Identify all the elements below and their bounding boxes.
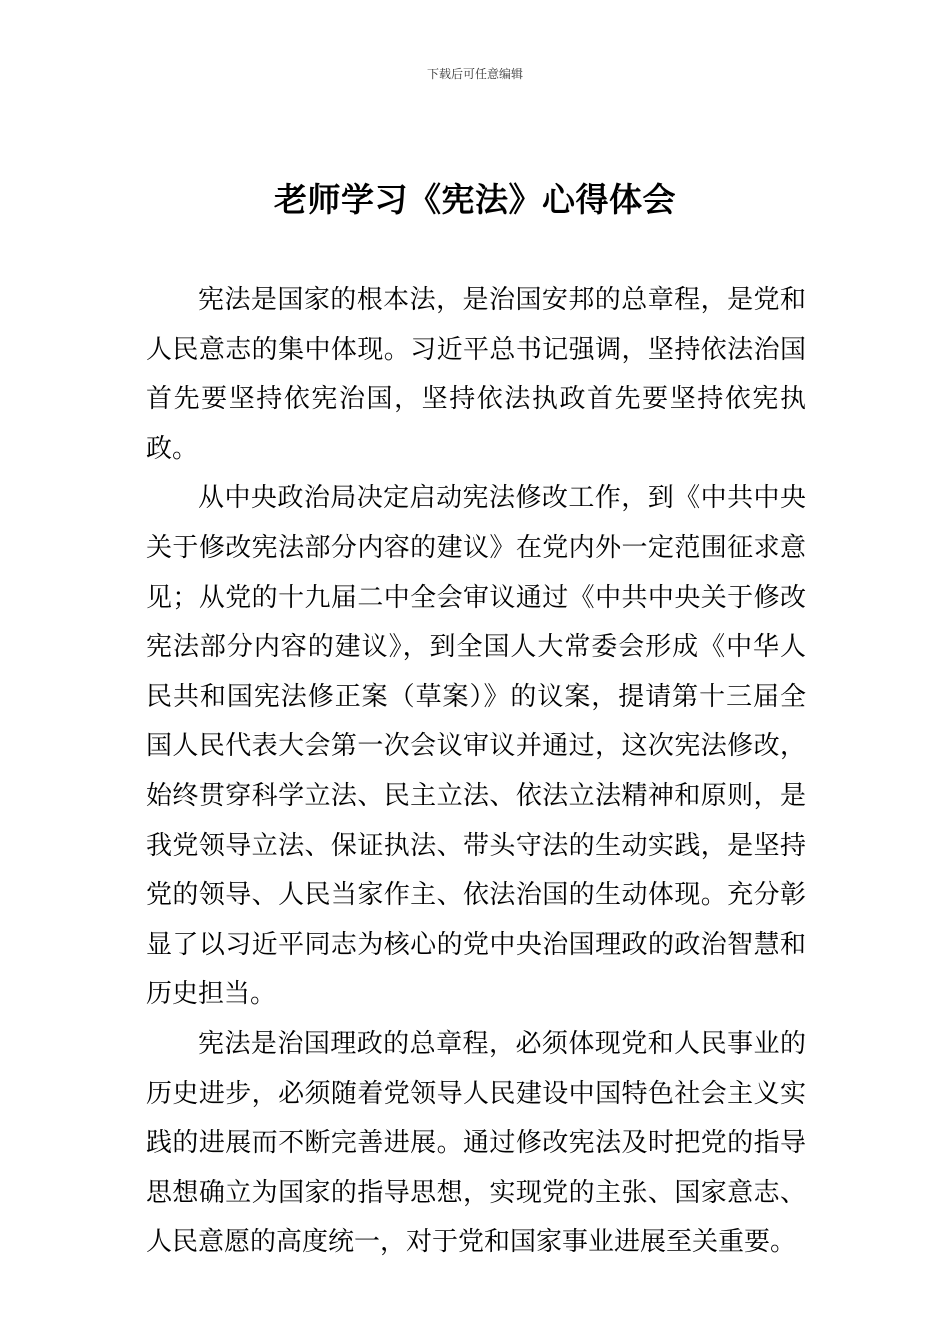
paragraph-3: 宪法是治国理政的总章程，必须体现党和人民事业的历史进步，必须随着党领导人民建设中国特色社会主义实践的进展而不断完善进展。通过修改宪法及时把党的指导思想确立为国家的指导思想，实现党的主张、国家意志、人民意愿的高度统一，对于党和国家事业进展至关重要。 <box>146 1028 806 1258</box>
document-body <box>146 276 806 1268</box>
document-title: 老师学习《宪法》心得体会 <box>274 180 676 219</box>
header-note: 下载后可任意编辑 <box>426 67 523 81</box>
paragraph-1: 宪法是国家的根本法，是治国安邦的总章程，是党和人民意志的集中体现。习近平总书记强调，坚持依法治国首先要坚持依宪治国，坚持依法执政首先要坚持依宪执政。 <box>146 285 806 464</box>
paragraph-2: 从中央政治局决定启动宪法修改工作，到《中共中央关于修改宪法部分内容的建议》在党内外一定范围征求意见；从党的十九届二中全会审议通过《中共中央关于修改宪法部分内容的建议》，到全国人大常委会形成《中华人民共和国宪法修正案（草案）》的议案，提请第十三届全国人民代表大会第一次会议审议并通过，这次宪法修改，始终贯穿科学立法、民主立法、依法立法精神和原则，是我党领导立法、保证执法、带头守法的生动实践，是坚持党的领导、人民当家作主、依法治国的生动体现。充分彰显了以习近平同志为核心的党中央治国理政的政治智慧和历史担当。 <box>146 483 806 1010</box>
